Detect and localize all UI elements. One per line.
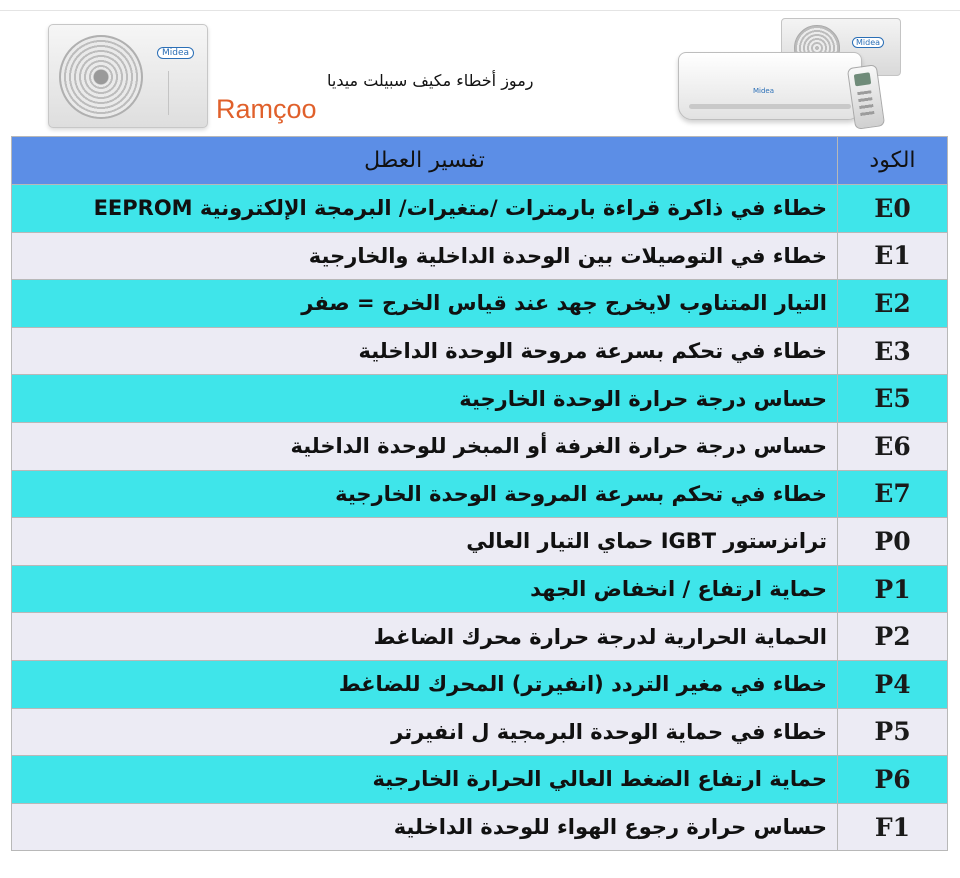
- unit-side-panel: [168, 71, 199, 115]
- table-row: [12, 756, 948, 804]
- error-code: E6: [838, 422, 948, 470]
- header-description: تفسير العطل: [12, 137, 838, 185]
- error-description: خطاء في ذاكرة قراءة بارمترات /متغيرات/ البرمجة الإلكترونية EEPROM: [12, 185, 838, 233]
- error-code: E3: [838, 327, 948, 375]
- header-code: الكود: [838, 137, 948, 185]
- table-row: [12, 613, 948, 661]
- error-code: P1: [838, 565, 948, 613]
- table-row: [12, 185, 948, 233]
- brand-watermark: Ramçoo: [216, 94, 317, 124]
- midea-logo: Midea: [157, 47, 194, 59]
- error-code: P0: [838, 518, 948, 566]
- fan-icon: [59, 35, 143, 119]
- error-description: حماية ارتفاع الضغط العالي الحرارة الخارجية: [12, 756, 838, 804]
- remote-screen: [854, 72, 872, 86]
- indoor-unit-image: [678, 52, 862, 120]
- error-description: خطاء في تحكم بسرعة المروحة الوحدة الخارجية: [12, 470, 838, 518]
- error-code: P6: [838, 756, 948, 804]
- error-description: حساس حرارة رجوع الهواء للوحدة الداخلية: [12, 803, 838, 851]
- table-row: [12, 422, 948, 470]
- error-description: حماية ارتفاع / انخفاض الجهد: [12, 565, 838, 613]
- table-row: [12, 708, 948, 756]
- page-header: [0, 0, 960, 132]
- error-description: حساس درجة حرارة الغرفة أو المبخر للوحدة الداخلية: [12, 422, 838, 470]
- error-code: E7: [838, 470, 948, 518]
- error-description: خطاء في حماية الوحدة البرمجية ل انفيرتر: [12, 708, 838, 756]
- error-description: خطاء في التوصيلات بين الوحدة الداخلية والخارجية: [12, 232, 838, 280]
- error-description: التيار المتناوب لايخرج جهد عند قياس الخرج = صفر: [12, 280, 838, 328]
- midea-logo: Midea: [753, 87, 775, 95]
- error-code: E1: [838, 232, 948, 280]
- remote-buttons: [857, 90, 874, 118]
- error-code: P4: [838, 660, 948, 708]
- table-row: [12, 565, 948, 613]
- error-code: P5: [838, 708, 948, 756]
- table-row: [12, 327, 948, 375]
- table-row: [12, 375, 948, 423]
- error-code: E5: [838, 375, 948, 423]
- table-row: [12, 232, 948, 280]
- table-row: [12, 280, 948, 328]
- table-row: [12, 803, 948, 851]
- table-header-row: [12, 137, 948, 185]
- indoor-unit-grille: [689, 104, 851, 109]
- outdoor-unit-image: [48, 24, 208, 128]
- error-description: خطاء في تحكم بسرعة مروحة الوحدة الداخلية: [12, 327, 838, 375]
- page-title: رموز أخطاء مكيف سبيلت ميديا: [327, 71, 534, 90]
- midea-logo: Midea: [852, 37, 884, 48]
- error-codes-table: [11, 136, 948, 851]
- error-code: P2: [838, 613, 948, 661]
- error-description: ترانزستور IGBT حماي التيار العالي: [12, 518, 838, 566]
- error-code: E0: [838, 185, 948, 233]
- table-row: [12, 518, 948, 566]
- table-row: [12, 660, 948, 708]
- table-row: [12, 470, 948, 518]
- error-code: E2: [838, 280, 948, 328]
- error-description: خطاء في مغير التردد (انفيرتر) المحرك للضاغط: [12, 660, 838, 708]
- error-code: F1: [838, 803, 948, 851]
- error-description: الحماية الحرارية لدرجة حرارة محرك الضاغط: [12, 613, 838, 661]
- error-description: حساس درجة حرارة الوحدة الخارجية: [12, 375, 838, 423]
- table-body: [12, 185, 948, 851]
